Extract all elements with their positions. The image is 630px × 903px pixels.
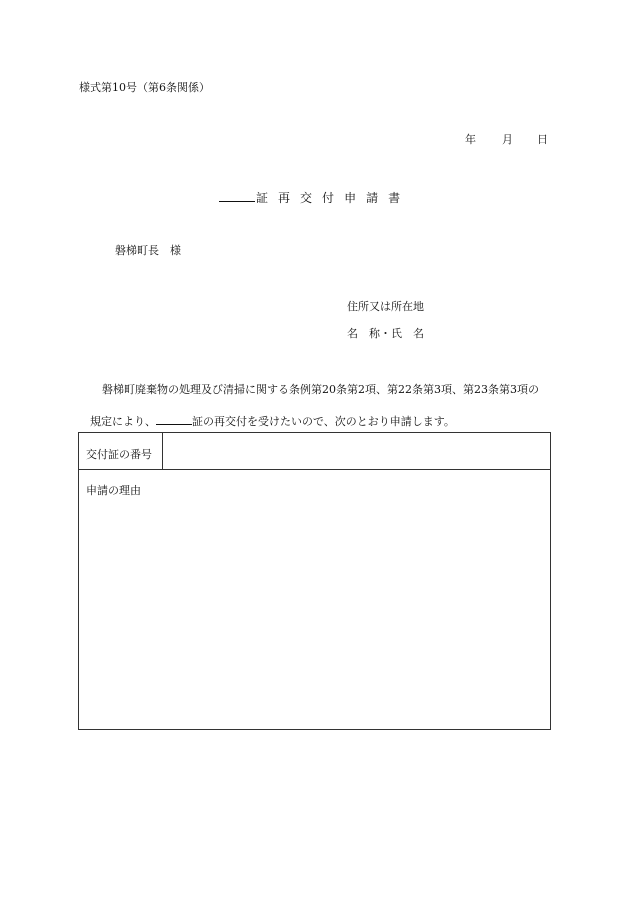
body-blank-field[interactable] [156, 412, 192, 425]
reason-label: 申請の理由 [86, 484, 141, 497]
cert-number-label-cell [79, 433, 163, 469]
document-title [219, 188, 400, 204]
application-table [78, 432, 551, 730]
title-char: 申 [344, 191, 357, 205]
body-text-suffix: 証の再交付を受けたいので、次のとおり申請します。 [192, 415, 455, 428]
title-blank-field[interactable] [219, 188, 255, 202]
cert-number-label: 交付証の番号 [86, 448, 152, 461]
date-month-label: 月 [502, 133, 513, 146]
body-text-prefix: 規定により、 [90, 415, 156, 428]
body-text-line1: 磐梯町廃棄物の処理及び清掃に関する条例第20条第2項、第22条第3項、第23条第3項の [102, 383, 539, 396]
title-char: 請 [366, 191, 379, 205]
reason-row[interactable] [79, 470, 550, 729]
title-char: 交 [300, 191, 313, 205]
reason-field[interactable] [79, 498, 550, 729]
addressee: 磐梯町長 様 [115, 244, 181, 257]
date-day-label: 日 [537, 133, 548, 146]
applicant-address-label: 住所又は所在地 [347, 300, 424, 313]
cert-number-row [79, 433, 550, 470]
applicant-name-label: 名 称・氏 名 [347, 327, 424, 340]
title-char: 再 [278, 191, 291, 205]
form-number: 様式第10号（第6条関係） [79, 81, 210, 94]
cert-number-field[interactable] [163, 433, 550, 469]
title-char: 書 [388, 191, 401, 205]
title-char: 証 [256, 191, 269, 205]
title-char: 付 [322, 191, 335, 205]
body-text-line2 [90, 412, 455, 427]
date-year-label: 年 [465, 133, 476, 146]
